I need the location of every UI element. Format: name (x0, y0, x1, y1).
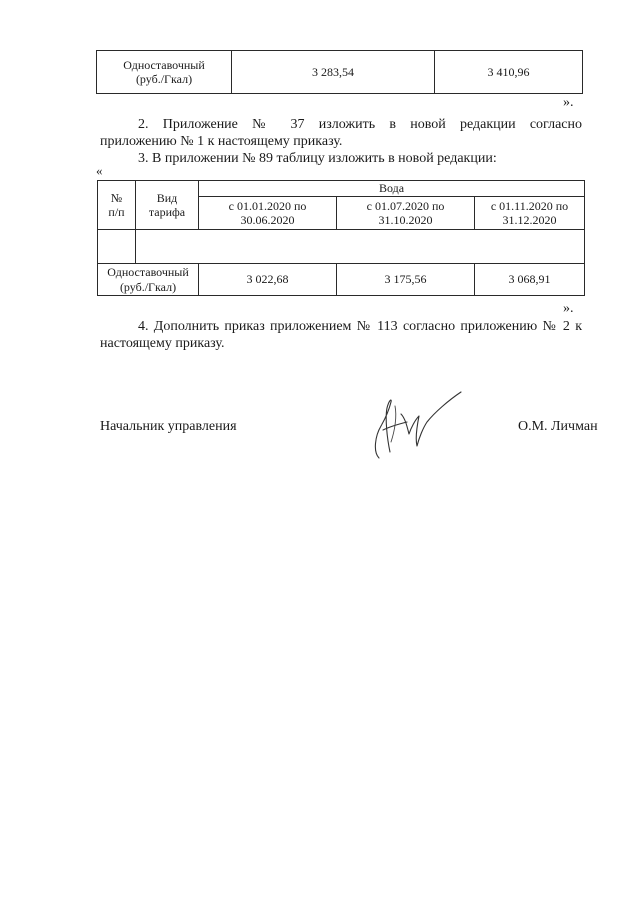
header-number-line1: № (110, 190, 123, 205)
item-4-line1: 4. Дополнить приказ приложением № 113 согласно приложению № 2 к (138, 319, 582, 334)
row-label-line1: Одноставочный (107, 265, 189, 280)
tariff-table-continuation (96, 50, 583, 94)
opening-quote: « (96, 163, 103, 178)
table-row (97, 51, 583, 94)
item-4-line2: настоящему приказу. (100, 336, 225, 351)
item-3-paragraph: 3. В приложении № 89 таблицу изложить в новой редакции: (138, 151, 497, 166)
closing-quote: ». (563, 301, 574, 316)
period-line1: с 01.07.2020 по (366, 198, 445, 213)
header-period-cell (337, 197, 475, 230)
value-cell: 3 410,96 (435, 51, 583, 94)
period-line2: 31.10.2020 (378, 213, 433, 227)
header-number-line2: п/п (108, 205, 125, 219)
row-label-line2: (руб./Гкал) (119, 279, 177, 294)
header-period-cell (199, 197, 337, 230)
header-number-cell (98, 181, 136, 230)
row-label-cell (98, 264, 199, 296)
table-row (98, 230, 585, 264)
header-type-cell (136, 181, 199, 230)
item-2-line1: 2. Приложение № 37 изложить в новой редакции согласно (138, 117, 582, 132)
row-label-line2: (руб./Гкал) (135, 72, 193, 86)
table-row (98, 264, 585, 296)
header-group-water: Вода (199, 181, 585, 197)
row-label-cell (97, 51, 232, 94)
period-line1: с 01.01.2020 по (228, 198, 307, 213)
empty-number-cell (98, 230, 136, 264)
handwritten-signature (365, 386, 475, 464)
period-line2: 30.06.2020 (240, 213, 295, 227)
value-cell: 3 175,56 (337, 264, 475, 296)
period-line2: 31.12.2020 (502, 213, 557, 227)
header-period-cell (475, 197, 585, 230)
closing-quote: ». (563, 95, 574, 110)
water-tariff-table (97, 180, 585, 296)
item-2-line2: приложению № 1 к настоящему приказу. (100, 134, 343, 149)
header-type-line2: тарифа (148, 205, 186, 219)
period-line1: с 01.11.2020 по (490, 198, 569, 213)
empty-merged-cell (136, 230, 585, 264)
item-4-paragraph (100, 318, 582, 352)
signatory-name: О.М. Личман (518, 419, 598, 434)
row-label-line1: Одноставочный (123, 57, 205, 72)
table-header-row (98, 181, 585, 197)
signatory-position: Начальник управления (100, 419, 237, 434)
value-cell: 3 068,91 (475, 264, 585, 296)
header-type-line1: Вид (156, 190, 178, 205)
value-cell: 3 283,54 (232, 51, 435, 94)
value-cell: 3 022,68 (199, 264, 337, 296)
item-2-paragraph (100, 116, 582, 150)
